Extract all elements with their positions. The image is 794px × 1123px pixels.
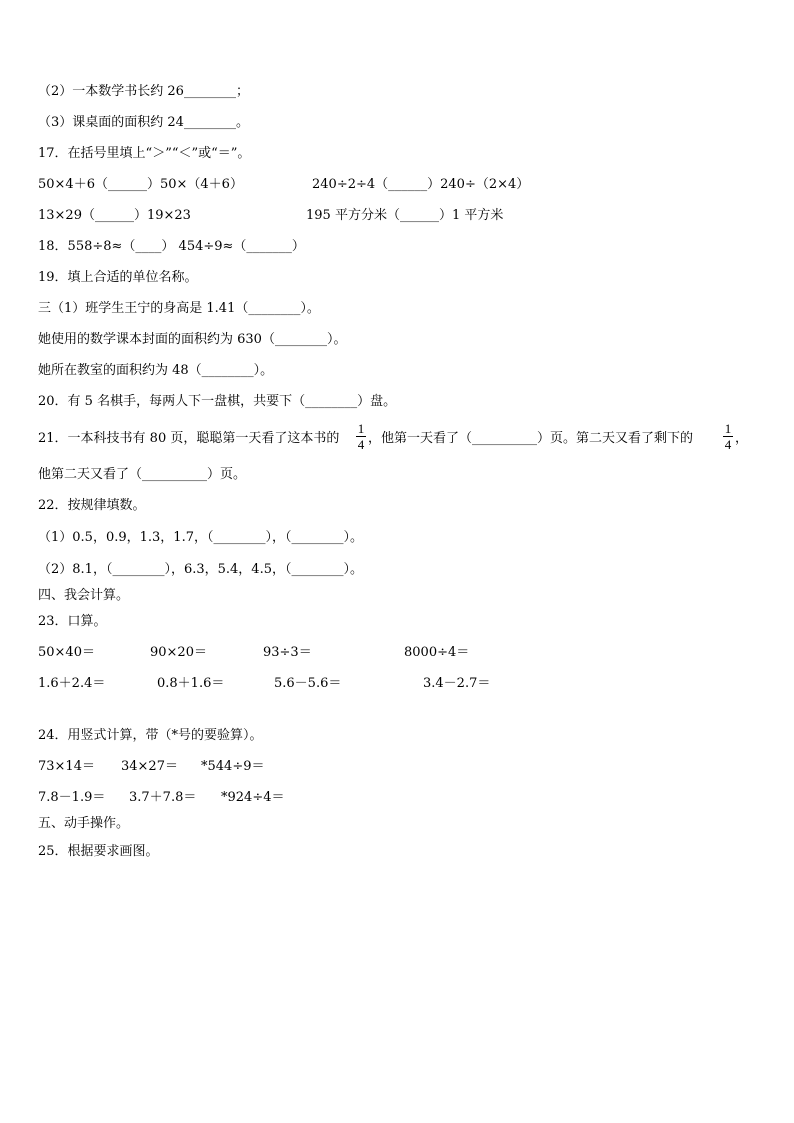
q25-title: 25．根据要求画图。 [38,844,159,859]
q23-expr-3: 93÷3＝ [263,645,312,660]
q23-expr-2: 90×20＝ [150,645,207,660]
q24-expr-3: *544÷9＝ [201,759,265,774]
q22-title: 22．按规律填数。 [38,498,146,513]
q23-title: 23．口算。 [38,614,107,629]
section-4-title: 四、我会计算。 [38,588,130,603]
q23-expr-8: 3.4－2.7＝ [423,676,491,691]
q21-part-c: ， [735,431,749,446]
q23-expr-7: 5.6－5.6＝ [274,676,342,691]
q22-item-2: （2）8.1，（________），6.3，5.4，4.5，（________）。 [38,562,363,577]
q21-part-b: ，他第一天看了（__________）页。第二天又看了剩下的 [368,431,694,446]
q21-line-2: 他第二天又看了（__________）页。 [38,467,247,482]
q22-item-1: （1）0.5，0.9，1.3，1.7，（________），（________）。 [38,530,363,545]
q21-part-a: 21．一本科技书有 80 页，聪聪第一天看了这本书的 [38,431,340,446]
q24-title: 24．用竖式计算，带（*号的要验算）。 [38,728,263,743]
fraction-denominator: 4 [724,437,732,452]
q17-expr-1: 50×4＋6（______）50×（4＋6） [38,177,243,192]
q17-title: 17．在括号里填上“＞”“＜”或“＝”。 [38,146,251,161]
fraction-denominator: 4 [357,437,365,452]
q23-expr-5: 1.6＋2.4＝ [38,676,106,691]
q19-line-1: 三（1）班学生王宁的身高是 1.41（________）。 [38,301,320,316]
q19-line-3: 她所在教室的面积约为 48（________）。 [38,363,274,378]
q23-expr-4: 8000÷4＝ [404,645,470,660]
q24-expr-2: 34×27＝ [121,759,178,774]
q24-expr-4: 7.8－1.9＝ [38,790,106,805]
q17-expr-3: 13×29（______）19×23 [38,208,191,223]
q18-line: 18．558÷8≈（____） 454÷9≈（_______） [38,239,305,254]
q16-item-3: （3）课桌面的面积约 24________。 [38,115,249,130]
q21-fraction-1 [356,422,366,451]
q17-expr-4: 195 平方分米（______）1 平方米 [306,208,504,223]
q24-expr-5: 3.7＋7.8＝ [129,790,197,805]
q24-expr-6: *924÷4＝ [221,790,285,805]
q17-expr-2: 240÷2÷4（______）240÷（2×4） [312,177,530,192]
q24-expr-1: 73×14＝ [38,759,95,774]
fraction-numerator: 1 [724,421,732,436]
section-5-title: 五、动手操作。 [38,816,130,831]
q19-title: 19．填上合适的单位名称。 [38,270,198,285]
q16-item-2: （2）一本数学书长约 26________； [38,84,249,99]
q21-fraction-2 [723,422,733,451]
q19-line-2: 她使用的数学课本封面的面积约为 630（________）。 [38,332,347,347]
fraction-numerator: 1 [357,421,365,436]
q23-expr-6: 0.8＋1.6＝ [157,676,225,691]
q23-expr-1: 50×40＝ [38,645,95,660]
q20-line: 20．有 5 名棋手，每两人下一盘棋，共要下（________）盘。 [38,394,397,409]
